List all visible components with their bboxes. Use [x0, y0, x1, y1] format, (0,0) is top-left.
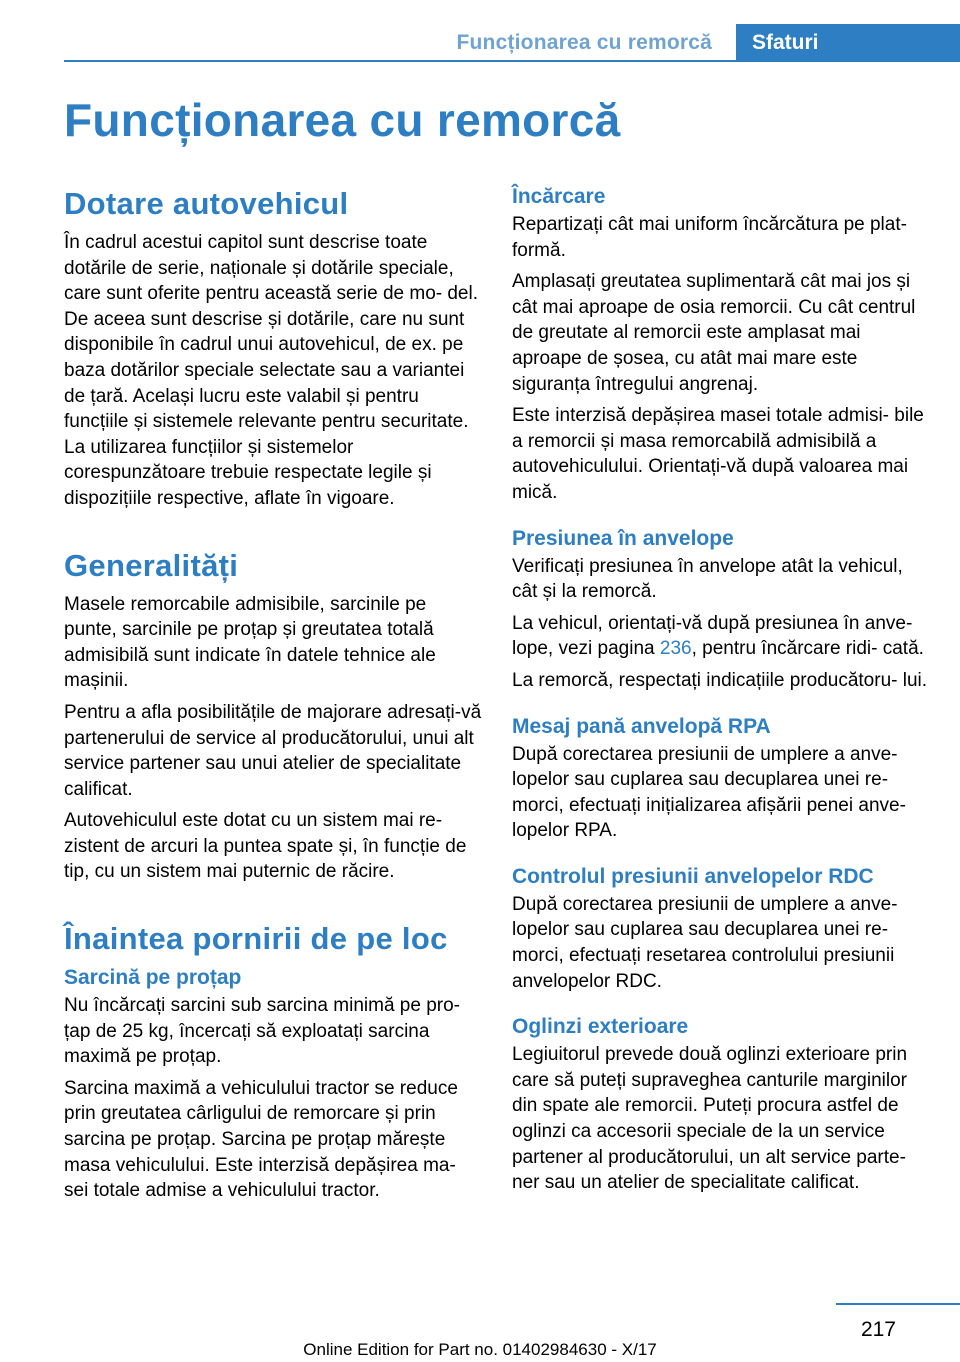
paragraph: Nu încărcați sarcini sub sarcina minimă pe pro‐ țap de 25 kg, încercați să exploatați sarcina maximă pe proțap. [64, 995, 460, 1068]
footer-edition: Online Edition for Part no. 01402984630 - X/17 [303, 1340, 657, 1359]
paragraph: Este interzisă depășirea masei totale admisi‐ bile a remorcii și masa remorcabilă admisibilă a autovehiculului. Orientați-vă după valoarea mai mică. [512, 405, 924, 503]
paragraph: Legiuitorul prevede două oglinzi exterioare prin care să puteți supraveghea canturile marginilor din spate ale remorcii. Puteți procura astfel de oglinzi ca accesorii speciale de la un service partener al producătorului, un alt service parte‐ ner sau un atelier de specialitate calificat. [512, 1044, 908, 1194]
paragraph: Amplasați greutatea suplimentară cât mai jos și cât mai aproape de osia remorcii. Cu cât centrul de greutate al remorcii este amplasat mai aproape de șosea, cu atât mai mare este siguranța întregului angrenaj. [512, 271, 916, 395]
header-tab [736, 24, 960, 62]
subheading-controlul: Controlul presiunii anvelopelor RDC [512, 864, 874, 888]
page-title: Funcționarea cu remorcă [64, 94, 621, 146]
subheading-oglinzi: Oglinzi exterioare [512, 1015, 689, 1039]
paragraph: Autovehiculul este dotat cu un sistem mai re‐ zistent de arcuri la puntea spate și, în funcție de tip, cu un sistem mai puternic de răcire. [64, 810, 467, 883]
subheading-incarcare: Încărcare [512, 185, 606, 208]
paragraph: După corectarea presiunii de umplere a anve‐ lopelor sau cuplarea sau decuplarea unei re‐ morci, efectuați resetarea controlului presiunii anvelopelor RDC. [512, 893, 898, 992]
heading-dotare: Dotare autovehicul [64, 186, 349, 221]
subheading-presiunea: Presiunea în anvelope [512, 526, 734, 550]
text-span: La vehicul, orientați-vă după presiunea în anve‐ lope, vezi pagina [512, 612, 913, 660]
page-link[interactable]: 236 [659, 638, 692, 660]
subheading-sarcina: Sarcină pe proțap [64, 966, 242, 990]
subheading-mesaj: Mesaj pană anvelopă RPA [512, 714, 771, 738]
right-column [512, 184, 932, 1202]
paragraph: Sarcina maximă a vehiculului tractor se reduce prin greutatea cârligului de remorcare și prin sarcina pe proțap. Sarcina pe proțap mărește masa vehiculului. Este interzisă depășirea ma‐ sei totale admise a vehiculului tractor. [64, 1077, 458, 1202]
heading-generalitati: Generalități [64, 547, 239, 583]
paragraph: Verificați presiunea în anvelope atât la vehicul, cât și la remorcă. [512, 555, 903, 603]
footer-rule [836, 1303, 960, 1305]
heading-inaintea: Înaintea pornirii de pe loc [64, 921, 448, 957]
paragraph: După corectarea presiunii de umplere a anve‐ lopelor sau cuplarea sau decuplarea unei re‐ morci, efectuați inițializarea afișării penei anve‐ lopelor RPA. [512, 743, 906, 842]
header-section-title: Funcționarea cu remorcă [456, 31, 712, 54]
left-column [64, 184, 484, 1210]
paragraph: În cadrul acestui capitol sunt descrise toate dotările de serie, naționale și dotările speciale, care sunt oferite pentru această serie de mo‐ del. De aceea sunt descrise și dotările, care nu sunt disponibile în cadrul unui autovehicul, de ex. pe baza dotărilor speciale selectate sau a variantei de țară. Același lucru este valabil și pentru funcțiile și sistemele relevante pentru securitate. La utilizarea funcțiilor și sistemelor corespunzătoare trebuie respectate legile și dispozițiile respective, aflate în vigoare. [64, 232, 479, 509]
text-span: , pentru încărcare ridi‐ cată. [691, 638, 924, 660]
paragraph: Pentru a afla posibilitățile de majorare adresați-vă partenerului de service al producătorului, unui alt service partener sau unui atelier de specialitate calificat. [64, 701, 482, 800]
page-number: 217 [860, 1318, 896, 1341]
paragraph [512, 611, 932, 662]
paragraph: Repartizați cât mai uniform încărcătura pe plat‐ formă. [512, 214, 907, 261]
header-tab-label: Sfaturi [752, 31, 819, 54]
paragraph: La remorcă, respectați indicațiile producătoru‐ lui. [512, 669, 928, 691]
paragraph: Masele remorcabile admisibile, sarcinile pe punte, sarcinile pe proțap și greutatea totală admisibilă sunt indicate în datele tehnice ale mașinii. [64, 593, 436, 692]
